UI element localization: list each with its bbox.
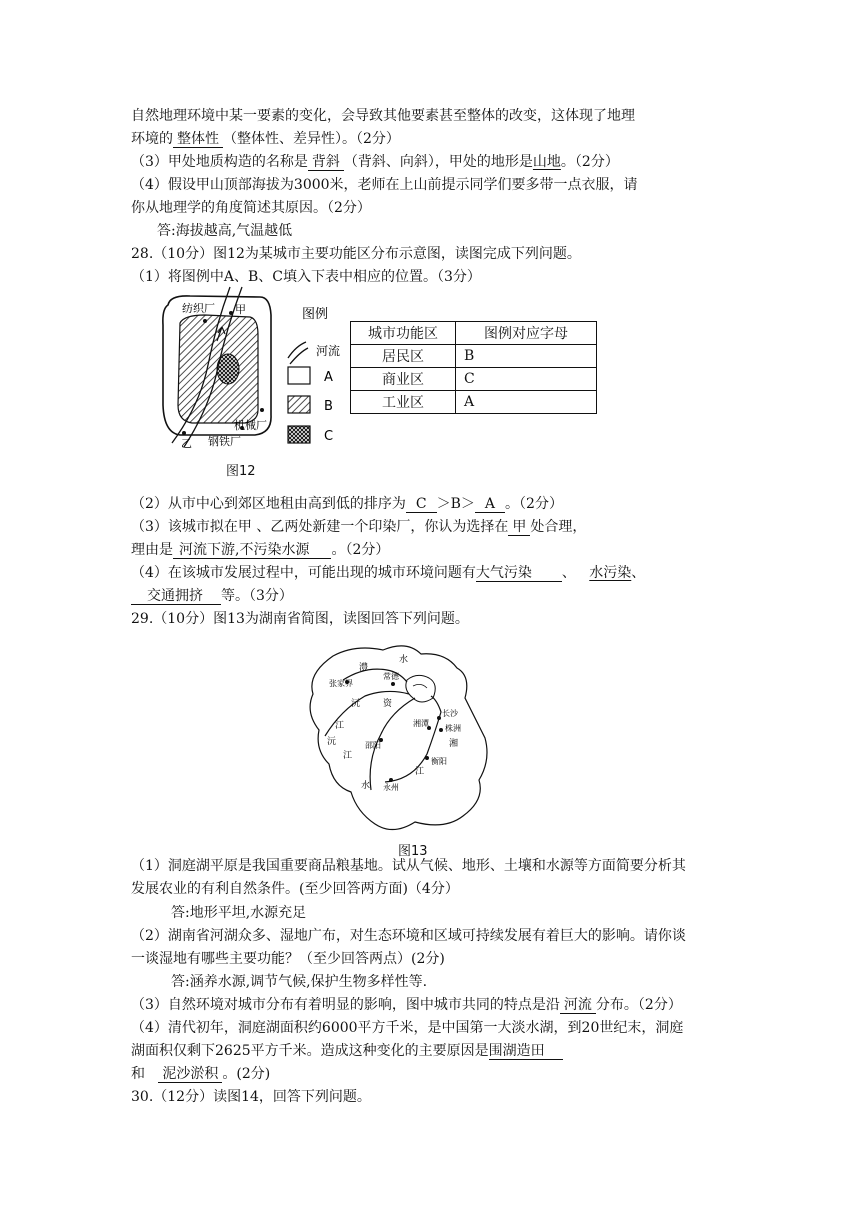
textile-factory-dot [203,319,207,323]
q28-part4-line2 [131,586,293,606]
label-machine-2: 厂 [256,419,267,432]
q28-part4 [131,563,645,583]
table-cell: 商业区 [351,368,456,391]
q29-part3 [131,995,682,1015]
table-cell: 工业区 [351,391,456,414]
q29-part4-line3 [131,1064,270,1084]
river-label-zi1: 资 [383,699,393,709]
q28-title: 28.（10分）图12为某城市主要功能区分布示意图，读图完成下列问题。 [131,246,581,262]
q29-part1-answer: 答:地形平坦,水源充足 [171,905,307,921]
q28-part3 [131,517,586,537]
table-header: 图例对应字母 [456,322,597,345]
figure13-hunan-map [295,640,515,840]
river-label-xiang2: 江 [415,767,425,777]
river-label-zi2: 水 [361,781,371,791]
q30-title: 30.（12分）读图14，回答下列问题。 [131,1089,371,1105]
q29-answer-river: 河流 [560,997,596,1014]
q29-title: 29.（10分）图13为湖南省简图，读图回答下列问题。 [131,611,469,627]
q28-answer-jia: 甲 [508,519,530,536]
q29-p3-post: 分布。（2分） [595,997,682,1013]
q28-part2 [131,494,563,514]
q29-answer-reclaim-lake: 围湖造田 [489,1043,563,1060]
q29-p3-pre: （3）自然环境对城市分布有着明显的影响，图中城市共同的特点是沿 [131,997,560,1013]
q28-answer-reason: 河流下游,不污染水源 [173,542,331,559]
city-label-changde: 常德 [383,672,399,681]
label-textile-factory: 纺织厂 [182,302,215,315]
q28-p3-post: 处合理， [530,519,587,535]
city-dot-hengyang [425,756,429,760]
figure12-caption: 图12 [226,464,256,479]
city-label-xiangtan: 湘潭 [413,719,429,728]
machine-factory-dot [260,408,264,412]
legend-c-label: C [324,429,334,444]
q27-answer-shandi: 山地 [532,154,561,170]
table-cell: B [456,345,597,368]
q28-p4-post: 等。（3分） [221,588,293,604]
q28-answer-air-pollution: 大气污染 [476,565,562,582]
city-dot-changde [391,682,395,686]
city-label-zhuzhou: 株洲 [445,724,461,733]
q28-p2-pre: （2）从市中心到郊区地租由高到低的排序为 [131,496,406,512]
q29-part1-line1: （1）洞庭湖平原是我国重要商品粮基地。试从气候、地形、土壤和水源等方面简要分析其 [131,858,686,874]
river-label-yuan4: 江 [343,751,353,761]
legend-river-icon [288,342,308,364]
q29-part2-line1: （2）湖南省河湖众多、湿地广布，对生态环境和区域可持续发展有着巨大的影响。请你谈 [131,928,686,944]
jia-dot [229,311,233,315]
q28-part1: （1）将图例中A、B、C填入下表中相应的位置。（3分） [131,269,481,285]
river-label-xiang1: 湘 [449,739,459,749]
q28-reason-post: 。（2分） [331,542,390,558]
q29-answer-siltation: 泥沙淤积 [158,1066,222,1083]
q29-part4-line1: （4）清代初年，洞庭湖面积约6000平方千米，是中国第一大淡水湖，到20世纪末，洞庭 [131,1020,684,1036]
q28-p2-post: 。（2分） [505,496,563,512]
label-yi: 乙 [181,437,192,450]
city-label-changsha: 长沙 [442,709,458,718]
q29-p4-line3-pre: 和 [131,1066,145,1082]
table-cell: A [456,391,597,414]
city-label-yongzhou: 永州 [383,783,399,792]
city-dot-yongzhou [389,778,393,782]
river-label-li2: 水 [399,655,409,665]
table-header: 城市功能区 [351,322,456,345]
city-dot-zhuzhou [439,728,443,732]
label-steel-factory: 钢铁厂 [208,435,241,448]
q27-p3-post: 。（2分） [560,154,619,170]
table-row [351,368,597,391]
q29-part2-answer: 答:涵养水源,调节气候,保护生物多样性等. [171,974,428,990]
figure13-caption: 图13 [398,844,428,859]
q28-p4-sep: 、 [561,565,576,581]
q28-part3-reason [131,540,389,560]
q28-p4-sep2: 、 [631,565,646,581]
q27-part4-answer: 答:海拔越高,气温越低 [157,223,293,239]
q27-part3 [131,152,619,172]
q28-reason-pre: 理由是 [131,542,173,558]
river-label-li1: 澧 [359,663,369,673]
q27-part4-line2: 你从地理学的角度简述其原因。（2分） [131,200,371,216]
q27-part4-line1: （4）假设甲山顶部海拔为3000米，老师在上山前提示同学们要多带一点衣服，请 [131,177,638,193]
city-label-zhangjiajie: 张家界 [329,679,353,688]
q28-answer-traffic: 交通拥挤 [131,588,221,605]
q27-line1: 自然地理环境中某一要素的变化，会导致其他要素甚至整体的改变，这体现了地理 [131,108,635,124]
q29-p4-line3-post: 。(2分) [222,1066,271,1082]
q28-answer-a: A [475,496,505,513]
q28-p4-pre: （4）在该城市发展过程中，可能出现的城市环境问题有 [131,565,476,581]
label-machine-1: 机械 [234,419,256,432]
figure12-legend [282,302,344,450]
q28-answer-water-pollution: 水污染 [589,565,632,581]
city-dot-changsha [437,716,441,720]
legend-c-swatch [288,426,310,443]
city-label-hengyang: 衡阳 [431,757,447,766]
q29-part4-line2 [131,1041,563,1061]
table-row [351,345,597,368]
legend-a-label: A [324,370,333,385]
q27-line2 [131,129,400,149]
legend-title: 图例 [302,307,329,322]
function-zone-table [350,321,597,414]
q27-answer-zhengtixing: 整体性 [173,131,223,148]
legend-b-label: B [324,399,333,414]
q28-p3-pre: （3）该城市拟在甲 、乙两处新建一个印染厂，你认为选择在 [131,519,509,535]
river-label-yuan3: 沅 [327,737,337,747]
q27-p3-mid: （背斜、向斜），甲处的地形是 [343,154,533,170]
q27-p3-pre: （3）甲处地质构造的名称是 [131,154,308,170]
label-jia: 甲 [235,303,246,316]
legend-a-swatch [288,367,310,384]
table-cell: C [456,368,597,391]
q29-p4-line2-pre: 湖面积仅剩下2625平方千米。造成这种变化的主要原因是 [131,1043,489,1059]
q29-part1-line2: 发展农业的有利自然条件。(至少回答两方面)（4分） [131,881,459,897]
legend-river-label: 河流 [316,344,341,358]
q27-line2-post: （整体性、差异性）。（2分） [223,131,400,147]
q29-part2-line2: 一谈湿地有哪些主要功能？（至少回答两点）(2分) [131,951,445,967]
table-row [351,391,597,414]
yi-dot [182,431,186,435]
table-cell: 居民区 [351,345,456,368]
q27-line2-pre: 环境的 [131,131,173,147]
q28-p2-mid: ＞B＞ [436,496,475,512]
q28-answer-c: C [406,496,437,513]
city-label-shaoyang: 邵阳 [365,741,381,750]
q27-answer-beixie: 背斜 [308,154,344,171]
river-label-yuan2: 江 [335,721,345,731]
river-label-yuan1: 沅 [351,699,361,709]
legend-b-swatch [288,396,310,413]
table-header-row [351,322,597,345]
